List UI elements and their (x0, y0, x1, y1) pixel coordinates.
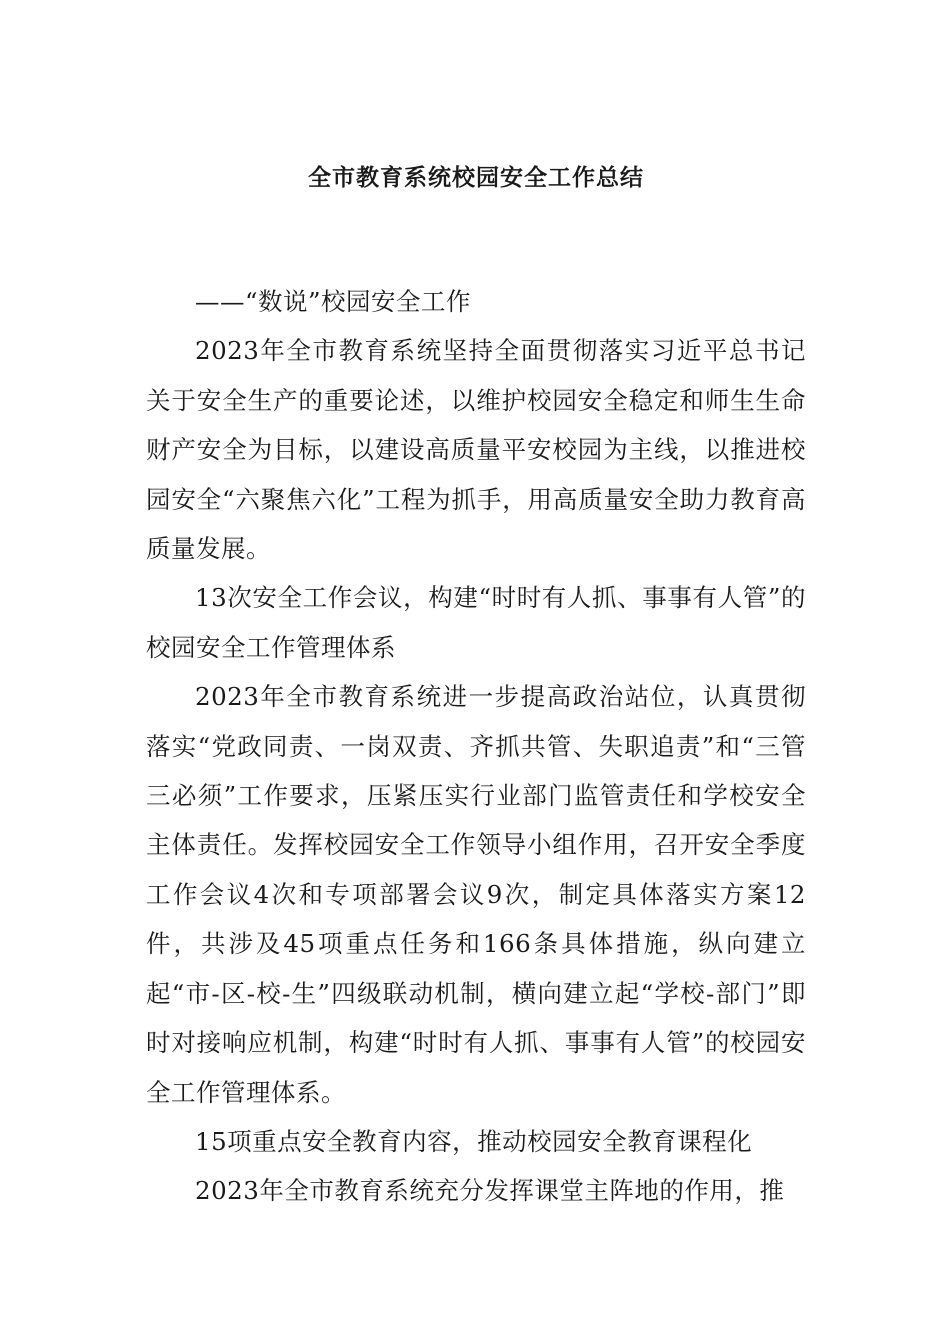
education-paragraph: 2023年全市教育系统充分发挥课堂主阵地的作用，推 (195, 1176, 785, 1206)
intro-paragraph: 2023年全市教育系统坚持全面贯彻落实习近平总书记关于安全生产的重要论述，以维护校园安全稳定和师生生命财产安全为目标，以建设高质量平安校园为主线，以推进校园安全“六聚焦六化”工程为抓手，用高质量安全助力教育高质量发展。 (146, 336, 806, 564)
subtitle-paragraph: ——“数说”校园安全工作 (195, 287, 472, 316)
meetings-paragraph: 2023年全市教育系统进一步提高政治站位，认真贯彻落实“党政同责、一岗双责、齐抓共管、失职追责”和“三管三必须”工作要求，压紧压实行业部门监管责任和学校安全主体责任。发挥校园安全工作领导小组作用，召开安全季度工作会议4次和专项部署会议9次，制定具体落实方案12件，共涉及45项重点任务和166条具体措施，纵向建立起“市-区-校-生”四级联动机制，横向建立起“学校-部门”即时对接响应机制，构建“时时有人抓、事事有人管”的校园安全工作管理体系。 (146, 682, 806, 1107)
section-heading-education: 15项重点安全教育内容，推动校园安全教育课程化 (195, 1126, 753, 1156)
document-body (146, 277, 806, 1216)
document-title: 全市教育系统校园安全工作总结 (308, 165, 644, 191)
section-heading-meetings: 13次安全工作会议，构建“时时有人抓、事事有人管”的校园安全工作管理体系 (146, 583, 806, 662)
